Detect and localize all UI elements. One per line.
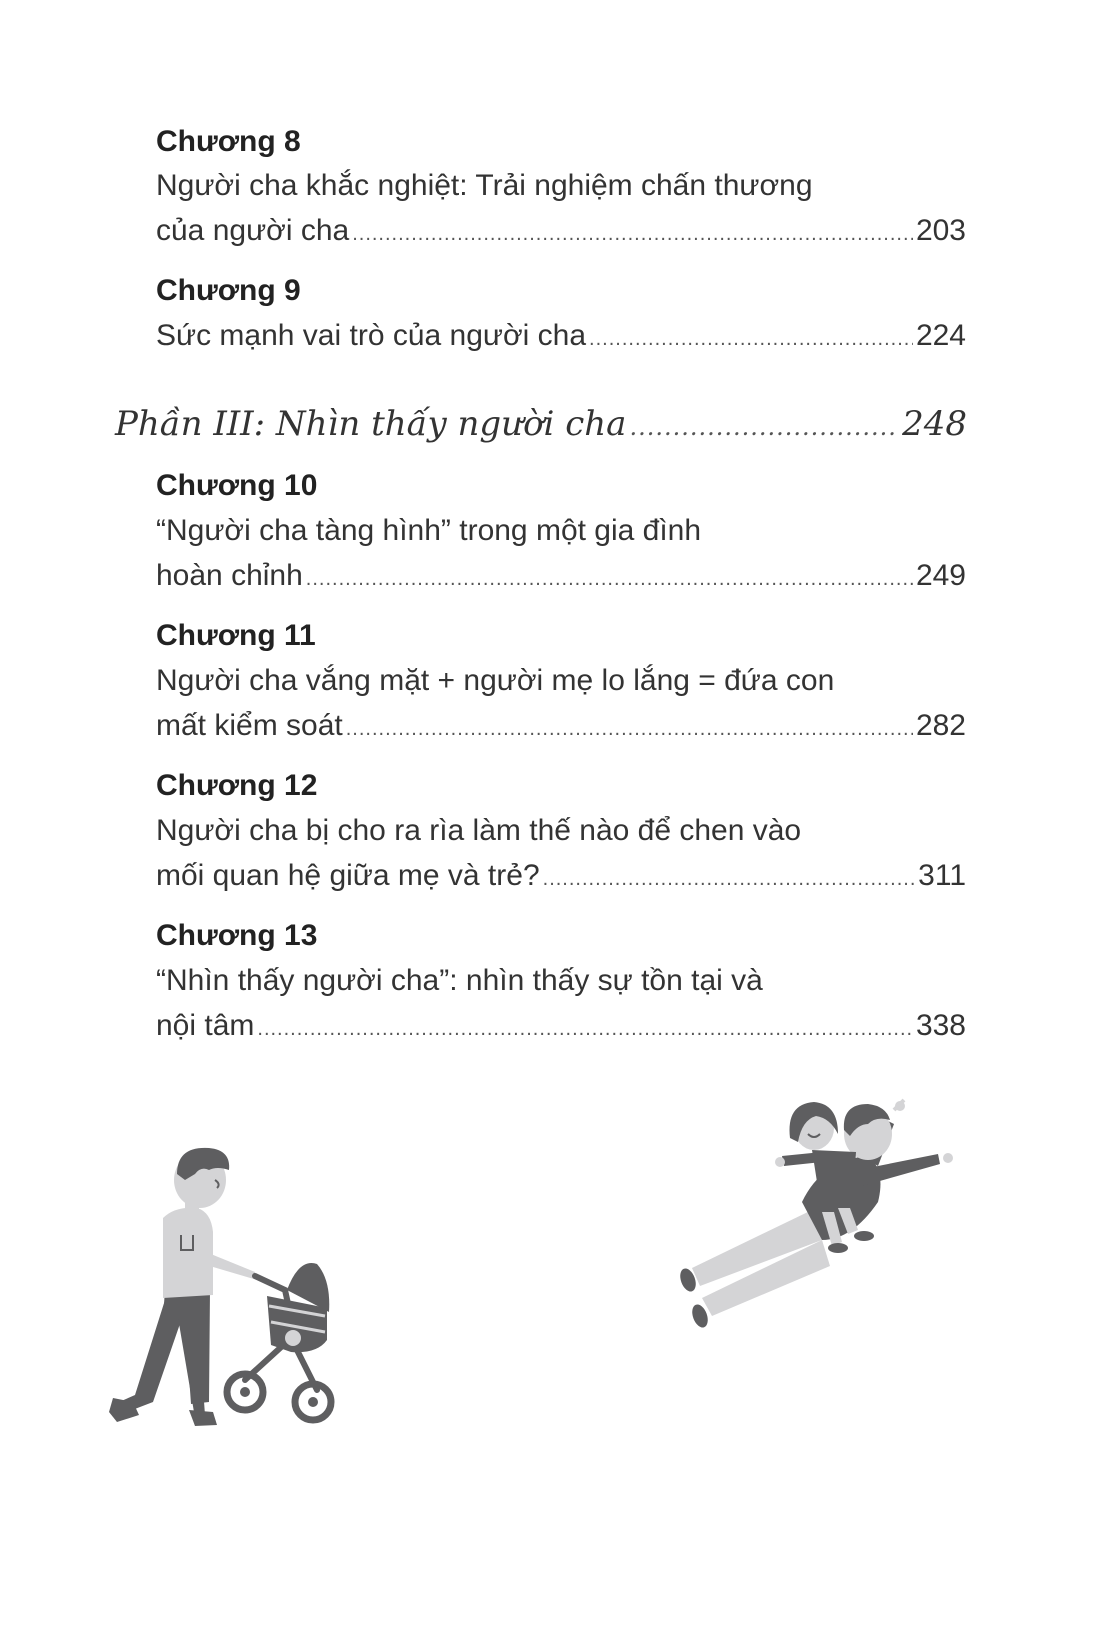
chapter-12-label: Chương 12: [156, 769, 318, 802]
chapter-11-label: Chương 11: [156, 619, 316, 652]
chapter-10-entry[interactable]: [156, 558, 966, 597]
dot-leader: [543, 861, 916, 897]
chapter-10-page: 249: [915, 559, 966, 592]
chapter-10-title-line1: “Người cha tàng hình” trong một gia đình: [156, 514, 702, 547]
chapter-13-entry[interactable]: [156, 1008, 966, 1047]
chapter-9-label: Chương 9: [156, 274, 301, 307]
part-3-page: 248: [902, 404, 967, 444]
chapter-13-label: Chương 13: [156, 919, 318, 952]
dot-leader: [589, 321, 913, 357]
chapter-8-label: Chương 8: [156, 125, 301, 158]
part-3-title: Phần III: Nhìn thấy người cha: [115, 404, 627, 444]
chapter-13-page: 338: [915, 1009, 966, 1042]
chapter-9-entry[interactable]: [156, 318, 966, 357]
dot-leader: [352, 216, 913, 252]
chapter-11-page: 282: [915, 709, 966, 742]
father-flying-child-illustration: [672, 1090, 972, 1340]
dot-leader: [306, 561, 913, 597]
chapter-13-title-line1: “Nhìn thấy người cha”: nhìn thấy sự tồn tại và: [156, 964, 763, 997]
chapter-9-title: Sức mạnh vai trò của người cha: [156, 319, 587, 352]
dot-leader: [629, 405, 899, 449]
chapter-12-page: 311: [918, 859, 966, 892]
part-3-entry[interactable]: [115, 402, 967, 449]
chapter-12-title-line2: mối quan hệ giữa mẹ và trẻ?: [156, 859, 540, 892]
chapter-13-title-line2: nội tâm: [156, 1009, 255, 1042]
chapter-11-entry[interactable]: [156, 708, 966, 747]
chapter-9-page: 224: [915, 319, 966, 352]
chapter-10-label: Chương 10: [156, 469, 318, 502]
chapter-10-title-line2: hoàn chỉnh: [156, 559, 303, 592]
chapter-11-title-line2: mất kiểm soát: [156, 709, 343, 742]
dot-leader: [346, 711, 913, 747]
chapter-12-entry[interactable]: [156, 858, 966, 897]
chapter-12-title-line1: Người cha bị cho ra rìa làm thế nào để chen vào: [156, 814, 802, 847]
chapter-8-title-line1: Người cha khắc nghiệt: Trải nghiệm chấn thương: [156, 169, 813, 202]
dot-leader: [257, 1011, 913, 1047]
father-stroller-illustration: [105, 1140, 345, 1440]
chapter-8-entry[interactable]: [156, 213, 966, 252]
chapter-11-title-line1: Người cha vắng mặt + người mẹ lo lắng = đứa con: [156, 664, 835, 697]
chapter-8-title-line2: của người cha: [156, 214, 350, 247]
chapter-8-page: 203: [915, 214, 966, 247]
